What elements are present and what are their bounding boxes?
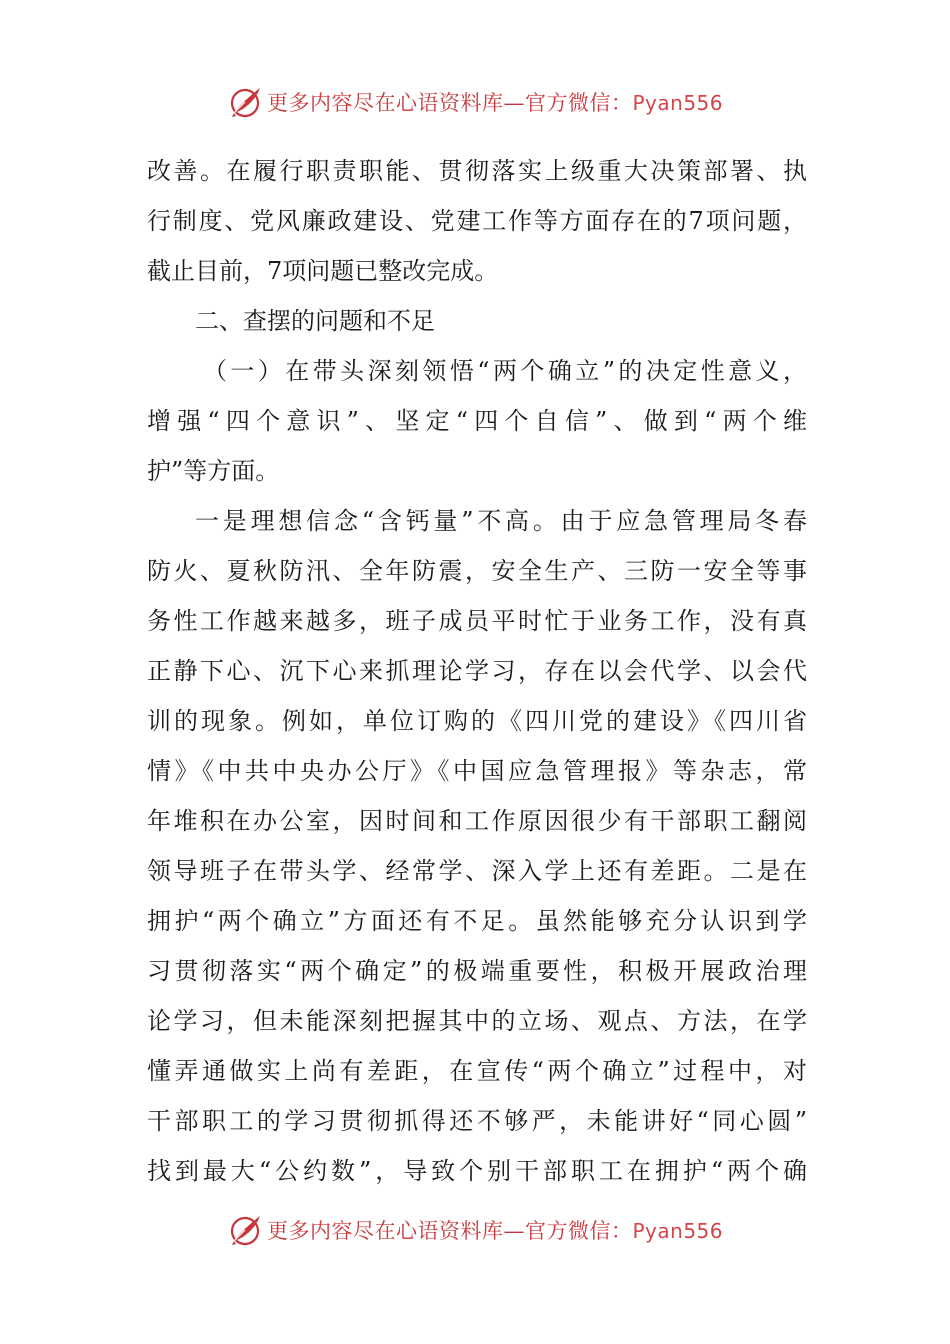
section-heading: 二、查摆的问题和不足 xyxy=(195,307,435,335)
footer-banner xyxy=(0,1208,950,1252)
header-banner-text: 更多内容尽在心语资料库—官方微信：Pyan556 xyxy=(266,91,723,115)
text-line: 拥护“两个确立”方面还有不足。虽然能够充分认识到学 xyxy=(147,907,807,935)
header-wechat-id: Pyan556 xyxy=(632,91,723,115)
text-line: 正静下心、沉下心来抓理论学习，存在以会代学、以会代 xyxy=(147,657,807,685)
text-line: 论学习，但未能深刻把握其中的立场、观点、方法，在学 xyxy=(147,1007,807,1035)
text-line: 务性工作越来越多，班子成员平时忙于业务工作，没有真 xyxy=(147,607,807,635)
text-line: 一是理想信念“含钙量”不高。由于应急管理局冬春 xyxy=(195,507,807,535)
text-line: 防火、夏秋防汛、全年防震，安全生产、三防一安全等事 xyxy=(147,557,807,585)
text-line: 习贯彻落实“两个确定”的极端重要性，积极开展政治理 xyxy=(147,957,807,985)
subsection-heading-cont: 增强“四个意识”、坚定“四个自信”、做到“两个维 xyxy=(147,407,807,435)
quill-pen-logo-icon xyxy=(227,1212,263,1248)
text-line: 懂弄通做实上尚有差距，在宣传“两个确立”过程中，对 xyxy=(147,1057,807,1085)
text-line: 领导班子在带头学、经常学、深入学上还有差距。二是在 xyxy=(147,857,807,885)
subsection-heading-end: 护”等方面。 xyxy=(147,457,280,485)
document-body xyxy=(147,146,807,1196)
header-banner xyxy=(0,80,950,124)
quill-pen-logo-icon xyxy=(227,84,263,120)
text-line: 找到最大“公约数”，导致个别干部职工在拥护“两个确 xyxy=(147,1157,807,1185)
text-line: 干部职工的学习贯彻抓得还不够严，未能讲好“同心圆” xyxy=(147,1107,807,1135)
footer-wechat-id: Pyan556 xyxy=(632,1219,723,1243)
text-line: 情》《中共中央办公厅》《中国应急管理报》等杂志，常 xyxy=(147,757,807,785)
text-line: 年堆积在办公室，因时间和工作原因很少有干部职工翻阅 xyxy=(147,807,807,835)
text-line: 截止目前，7项问题已整改完成。 xyxy=(147,257,499,285)
footer-banner-text: 更多内容尽在心语资料库—官方微信：Pyan556 xyxy=(266,1219,723,1243)
text-line: 行制度、党风廉政建设、党建工作等方面存在的7项问题， xyxy=(147,207,807,235)
text-line: 训的现象。例如，单位订购的《四川党的建设》《四川省 xyxy=(147,707,807,735)
subsection-heading: （一）在带头深刻领悟“两个确立”的决定性意义， xyxy=(203,357,807,385)
text-line: 改善。在履行职责职能、贯彻落实上级重大决策部署、执 xyxy=(147,157,807,185)
